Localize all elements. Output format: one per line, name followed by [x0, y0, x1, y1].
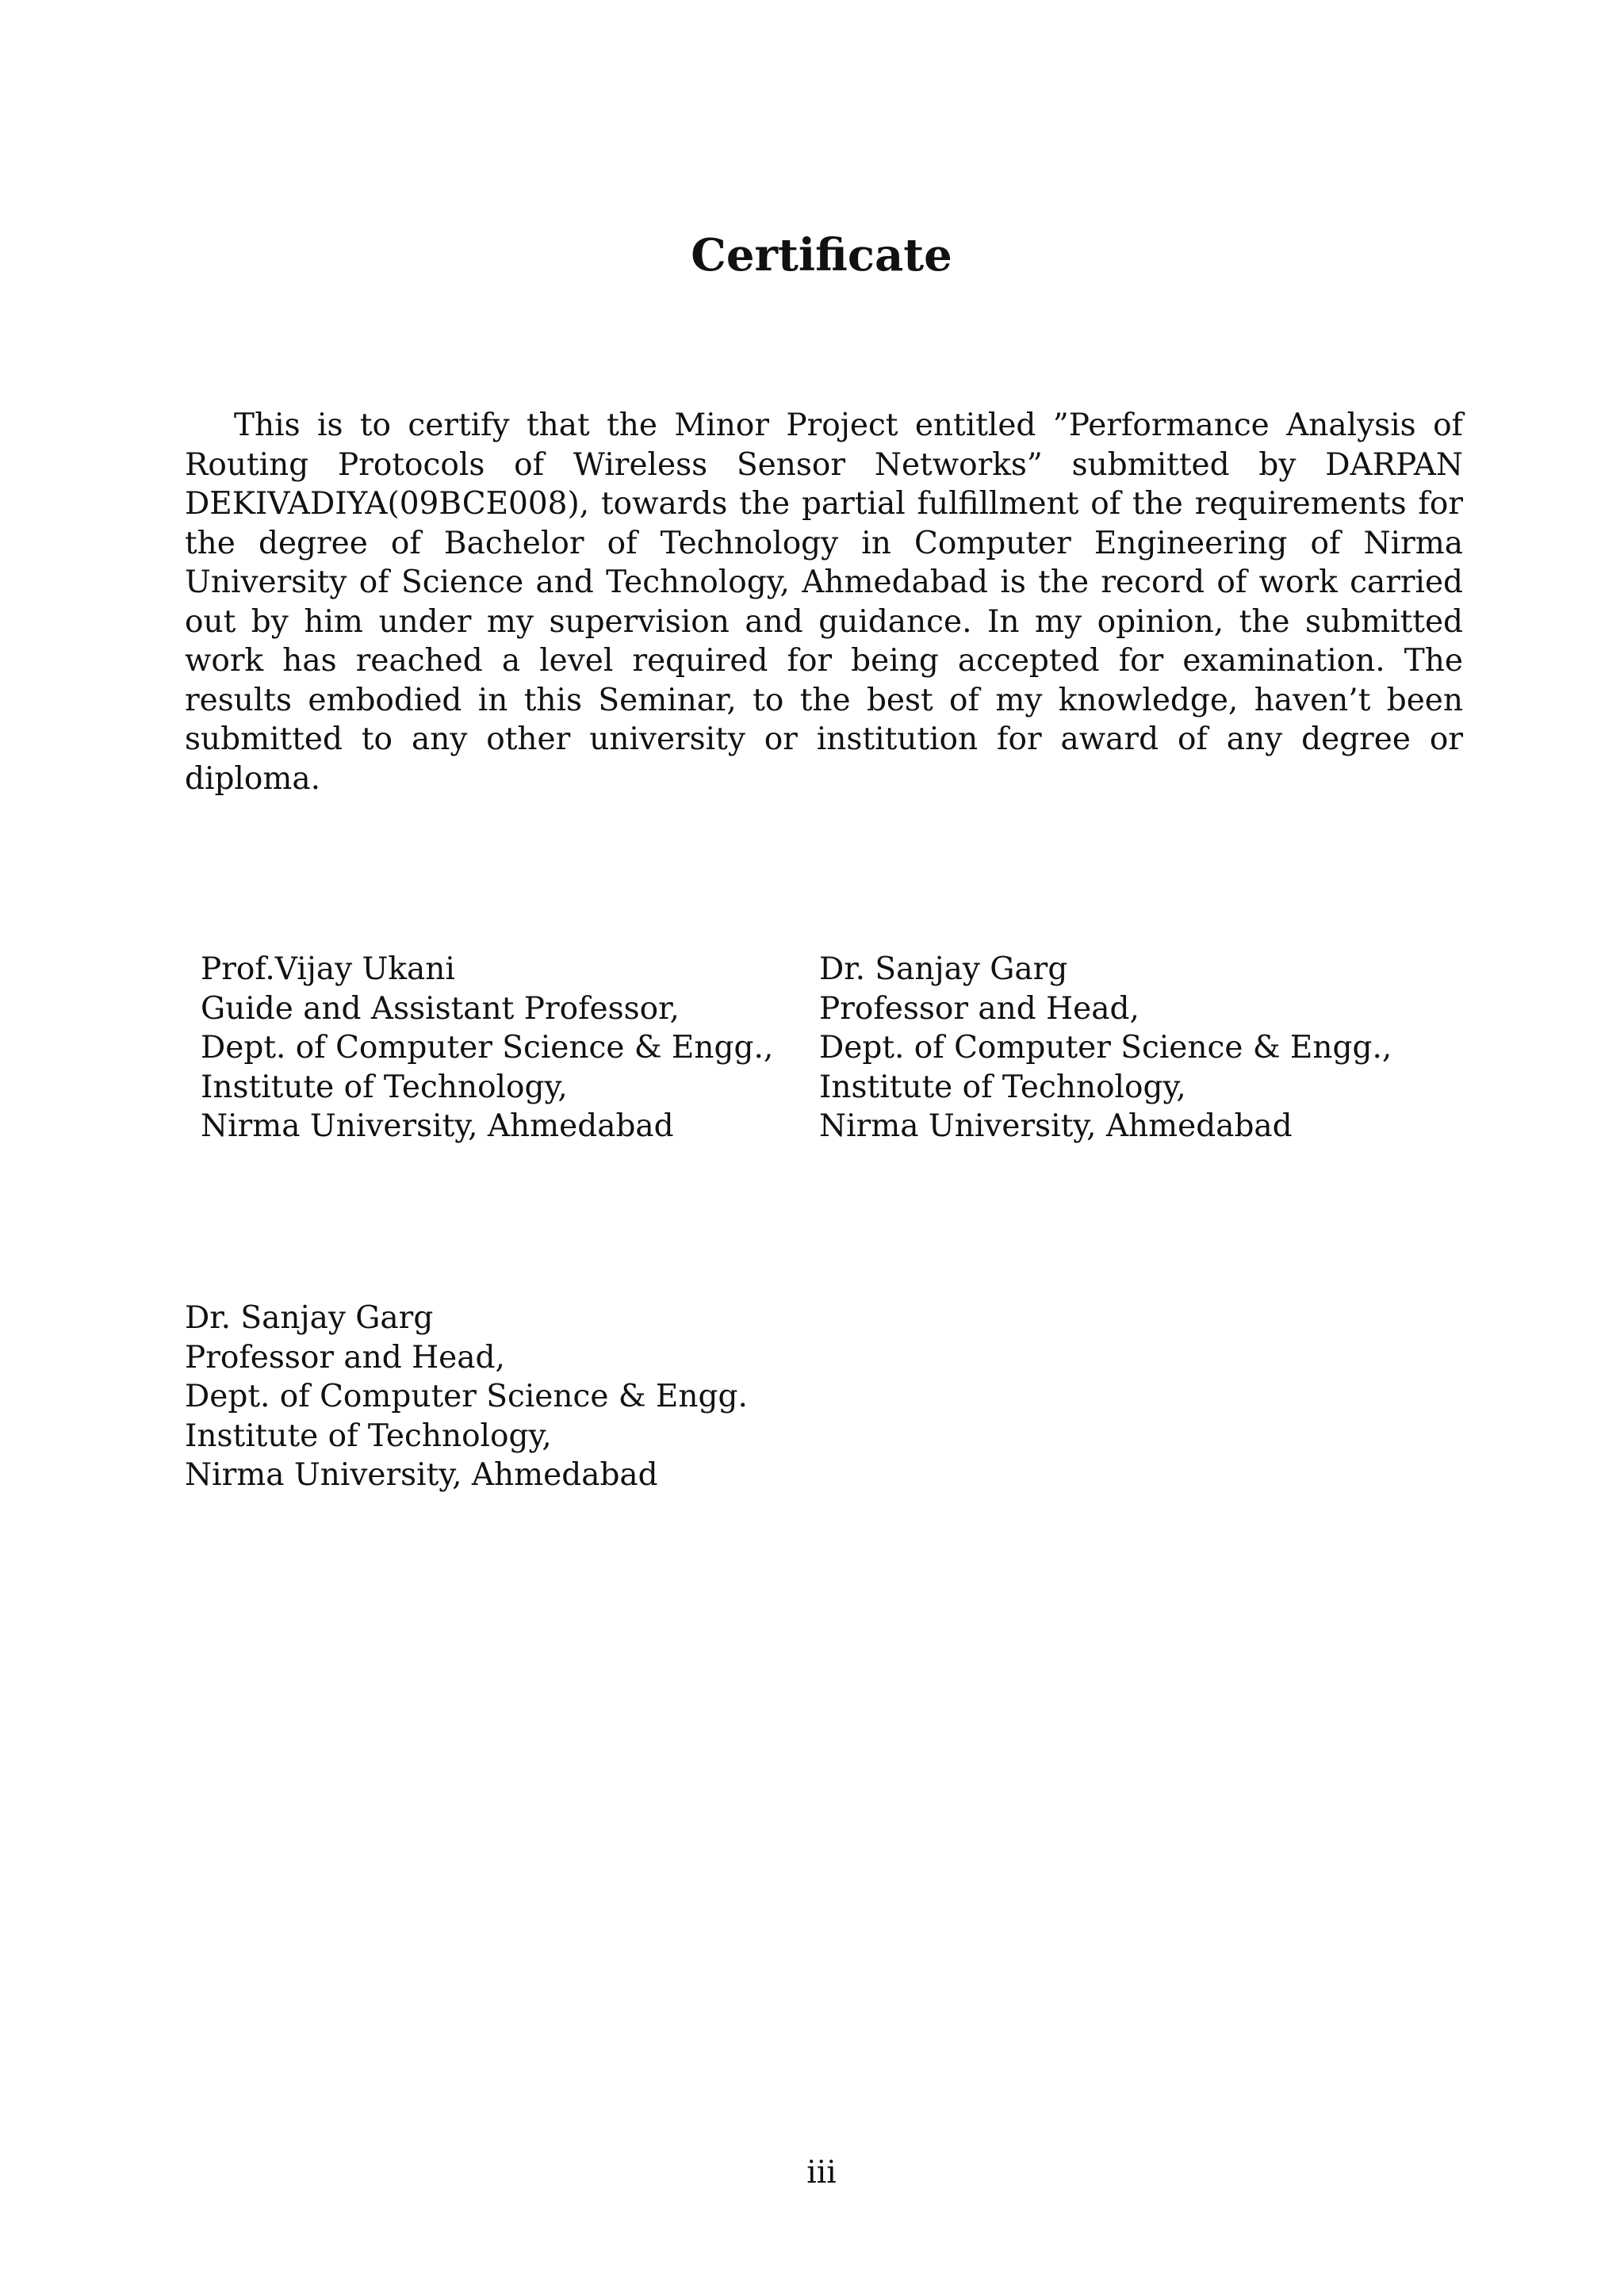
certificate-body-text: This is to certify that the Minor Project entitled ”Performance Analysis of Routing Protocols of Wireless Sensor Networks” submitted by DARPAN DEKIVADIYA(09BCE008), towards the partial fulfillment of the requirements for the degree of Bachelor of Technology in Computer Engineering of Nirma University of Science and Technology, Ahmedabad is the record of work carried out by him under my supervision and guidance. In my opinion, the submitted work has reached a level required for being accepted for examination. The results embodied in this Seminar, to the best of my knowledge, haven’t been submitted to any other university or institution for award of any degree or diploma.	[185, 408, 1463, 797]
signatory-department: Dept. of Computer Science & Engg.,	[819, 1030, 1392, 1066]
signatory-name: Dr. Sanjay Garg	[819, 951, 1068, 987]
signatory-institute: Institute of Technology,	[201, 1069, 568, 1105]
signatory-university: Nirma University, Ahmedabad	[185, 1457, 658, 1493]
signatory-university: Nirma University, Ahmedabad	[819, 1108, 1293, 1144]
signatory-role: Guide and Assistant Professor,	[201, 990, 680, 1027]
signatory-name: Dr. Sanjay Garg	[185, 1300, 434, 1336]
signatory-institute: Institute of Technology,	[819, 1069, 1186, 1105]
signatory-name: Prof.Vijay Ukani	[201, 951, 455, 987]
signatory-role: Professor and Head,	[185, 1339, 505, 1376]
signature-block-bottom	[185, 1299, 748, 1495]
page-number: iii	[806, 2155, 837, 2191]
page-title: Certificate	[691, 229, 952, 281]
signatory-department: Dept. of Computer Science & Engg.	[185, 1379, 748, 1414]
signature-block-guide	[201, 950, 773, 1146]
signatory-department: Dept. of Computer Science & Engg.,	[201, 1030, 774, 1066]
signature-block-head	[819, 950, 1392, 1146]
signatory-university: Nirma University, Ahmedabad	[201, 1108, 674, 1144]
signatory-institute: Institute of Technology,	[185, 1418, 552, 1454]
signatory-role: Professor and Head,	[819, 990, 1139, 1027]
